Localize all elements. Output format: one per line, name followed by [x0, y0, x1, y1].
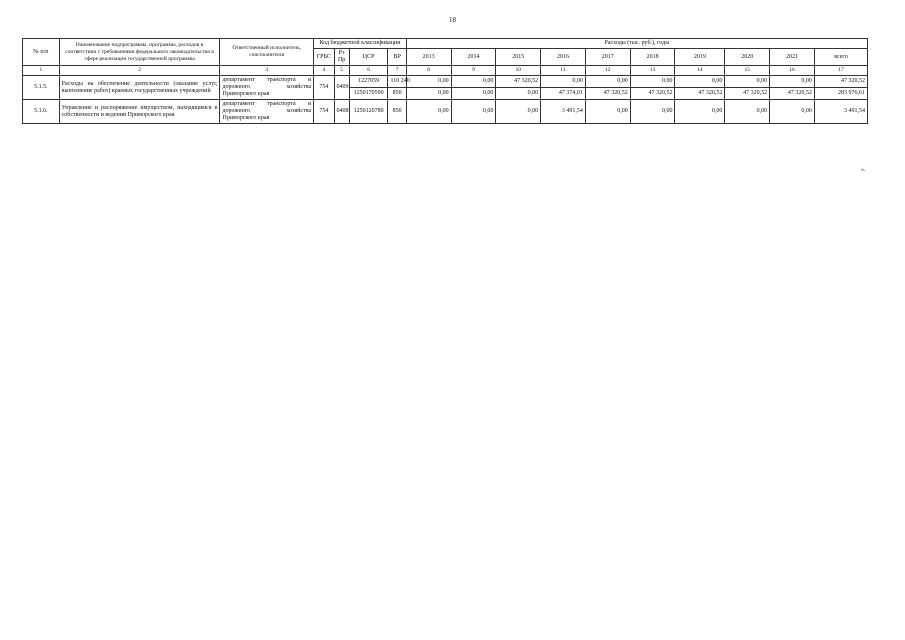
row-vr: 110 240 [388, 76, 406, 88]
header-vr: ВР [388, 49, 406, 66]
closing-quote-mark: ». [861, 167, 866, 173]
row-value: 47 320,52 [725, 88, 770, 100]
row-value: 0,00 [406, 76, 451, 88]
column-index: 3 [220, 66, 314, 76]
header-year: 2013 [406, 49, 451, 66]
row-value: 0,00 [496, 100, 541, 124]
row-total: 47 320,52 [814, 76, 867, 88]
row-value: 0,00 [675, 100, 725, 124]
page-number: 18 [449, 16, 456, 24]
column-index: 13 [630, 66, 675, 76]
column-index: 7 [388, 66, 406, 76]
row-total: 283 976,61 [814, 88, 867, 100]
row-responsible: департамент транспорта и дорожного хозяйства Приморского края [220, 76, 314, 100]
row-vr: 850 [388, 88, 406, 100]
header-budget-code: Код бюджетной классификации [314, 39, 407, 49]
column-index: 14 [675, 66, 725, 76]
row-name: Расходы на обеспечение деятельности (оказание услуг, выполнение работ) краевых государственных учреждений [59, 76, 220, 100]
row-csr: 1227059 [349, 76, 388, 88]
column-index: 6 [349, 66, 388, 76]
row-value: 0,00 [630, 100, 675, 124]
header-year: 2018 [630, 49, 675, 66]
row-value: 0,00 [451, 100, 496, 124]
row-num: 5.1.6. [23, 100, 60, 124]
row-csr: 1250170590 [349, 88, 388, 100]
row-value: 47 320,52 [675, 88, 725, 100]
header-year: 2014 [451, 49, 496, 66]
row-num: 5.1.5. [23, 76, 60, 100]
row-value: 0,00 [585, 76, 630, 88]
header-expenses: Расходы (тыс. руб.), годы [406, 39, 867, 49]
row-value: 0,00 [725, 76, 770, 88]
column-index: 12 [585, 66, 630, 76]
row-value: 0,00 [725, 100, 770, 124]
row-value: 47 320,52 [496, 76, 541, 88]
column-index: 1 [23, 66, 60, 76]
row-value: 3 491,54 [541, 100, 586, 124]
header-grbs: ГРБС [314, 49, 334, 66]
row-value: 47 320,52 [630, 88, 675, 100]
header-year: 2017 [585, 49, 630, 66]
header-rzpr: Рз Пр [334, 49, 349, 66]
row-value: 0,00 [451, 76, 496, 88]
header-num: № п/п [23, 39, 60, 66]
budget-table [22, 38, 868, 124]
row-value: 0,00 [496, 88, 541, 100]
column-index: 4 [314, 66, 334, 76]
row-value: 47 320,52 [585, 88, 630, 100]
row-value: 47 320,52 [770, 88, 815, 100]
row-value: 0,00 [451, 88, 496, 100]
header-year: 2019 [675, 49, 725, 66]
column-index: 5 [334, 66, 349, 76]
column-index: 10 [496, 66, 541, 76]
column-index: 17 [814, 66, 867, 76]
row-value: 0,00 [770, 100, 815, 124]
row-responsible: департамент транспорта и дорожного хозяйства Приморского края [220, 100, 314, 124]
header-year: 2021 [770, 49, 815, 66]
table-row [23, 100, 868, 124]
column-index: 15 [725, 66, 770, 76]
row-value: 0,00 [541, 76, 586, 88]
row-grbs: 754 [314, 76, 334, 100]
header-csr: ЦСР [349, 49, 388, 66]
column-index: 2 [59, 66, 220, 76]
row-grbs: 754 [314, 100, 334, 124]
header-year: 2015 [496, 49, 541, 66]
column-index: 11 [541, 66, 586, 76]
column-index-row [23, 66, 868, 76]
row-rzpr: 0408 [334, 100, 349, 124]
table-header [23, 39, 868, 76]
row-vr: 850 [388, 100, 406, 124]
header-year: 2020 [725, 49, 770, 66]
row-csr: 1250120780 [349, 100, 388, 124]
row-value: 47 374,01 [541, 88, 586, 100]
row-name: Управление и распоряжение имуществом, находящимся в собственности и ведении Приморского края [59, 100, 220, 124]
row-rzpr: 0409 [334, 76, 349, 100]
column-index: 9 [451, 66, 496, 76]
table-row [23, 76, 868, 88]
row-total: 3 491,54 [814, 100, 867, 124]
row-value: 0,00 [630, 76, 675, 88]
header-responsible: Ответственный исполнитель, соисполнители [220, 39, 314, 66]
header-year: 2016 [541, 49, 586, 66]
header-total: всего [814, 49, 867, 66]
row-value: 0,00 [406, 88, 451, 100]
row-value: 0,00 [585, 100, 630, 124]
row-value: 0,00 [406, 100, 451, 124]
row-value: 0,00 [770, 76, 815, 88]
column-index: 16 [770, 66, 815, 76]
column-index: 8 [406, 66, 451, 76]
row-value: 0,00 [675, 76, 725, 88]
header-name: Наименование подпрограммы, программы, расходов в соответствии с требованиями федерального законодательства в сфере реализации государственной программы [59, 39, 220, 66]
